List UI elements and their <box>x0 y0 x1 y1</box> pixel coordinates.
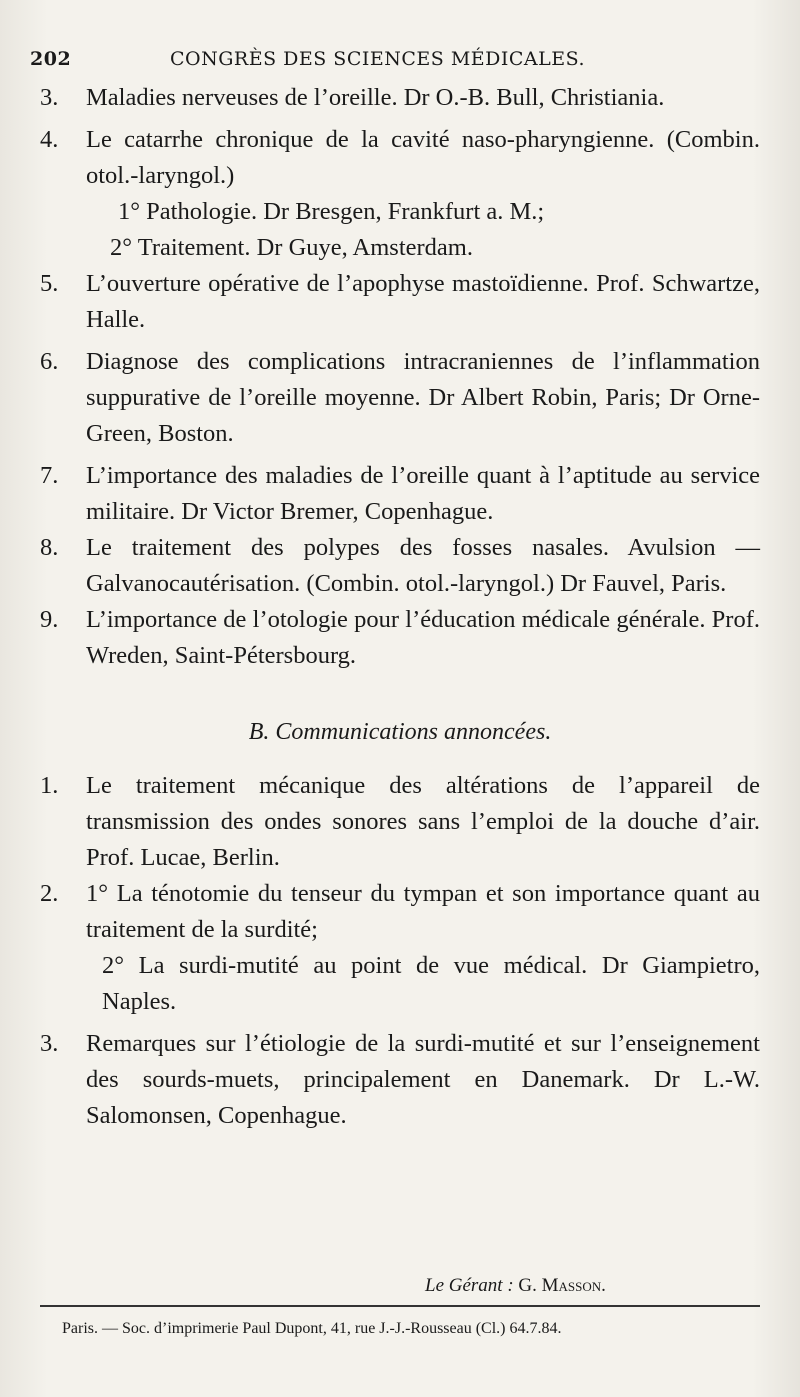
main-text <box>40 80 760 1134</box>
list-item: 7. L’importance des maladies de l’oreille quant à l’aptitude au service militaire. Dr Victor Bremer, Copenhague. <box>40 462 760 525</box>
list-item: 6. Diagnose des complications intracraniennes de l’inflammation suppurative de l’oreille moyenne. Dr Albert Robin, Paris; Dr Orne-Green, Boston. <box>40 348 760 447</box>
sub-item: 2° Traitement. Dr Guye, Amsterdam. <box>110 234 473 261</box>
list-item: 3. Remarques sur l’étiologie de la surdi-mutité et sur l’enseignement des sourds-muets, principalement en Danemark. Dr L.-W. Salomonsen, Copenhague. <box>40 1030 760 1129</box>
list-item: 3. Maladies nerveuses de l’oreille. Dr O.-B. Bull, Christiania. <box>40 84 665 111</box>
sub-item: 1° Pathologie. Dr Bresgen, Frankfurt a. M.; <box>118 198 545 225</box>
running-title: CONGRÈS DES SCIENCES MÉDICALES. <box>170 48 586 70</box>
gerant-label: Le Gérant : <box>425 1275 514 1296</box>
printer-imprint: Paris. — Soc. d’imprimerie Paul Dupont, 41, rue J.-J.-Rousseau (Cl.) 64.7.84. <box>62 1320 562 1337</box>
section-heading: B. Communications annoncées. <box>248 719 552 745</box>
list-item: 9. L’importance de l’otologie pour l’éducation médicale générale. Prof. Wreden, Saint-Pétersbourg. <box>40 606 760 669</box>
sub-item: 2° La surdi-mutité au point de vue médical. Dr Giampietro, Naples. <box>102 952 760 1015</box>
page-number: 202 <box>30 48 72 70</box>
list-item: 8. Le traitement des polypes des fosses nasales. Avulsion —Galvanocautérisation. (Combin. otol.-laryngol.) Dr Fauvel, Paris. <box>40 534 760 597</box>
gerant-name: G. Masson. <box>518 1275 606 1296</box>
footer-divider <box>40 1305 760 1307</box>
list-item: 1. Le traitement mécanique des altérations de l’appareil de transmission des ondes sonores sans l’emploi de la douche d’air. Prof. Lucae, Berlin. <box>40 772 760 871</box>
page-header <box>30 44 760 74</box>
list-item: 2. 1° La ténotomie du tenseur du tympan et son importance quant au traitement de la surdité; <box>40 880 760 943</box>
publisher-signature <box>425 1275 606 1297</box>
list-item: 4. Le catarrhe chronique de la cavité naso-pharyngienne. (Combin. otol.-laryngol.) <box>40 126 760 189</box>
list-item: 5. L’ouverture opérative de l’apophyse mastoïdienne. Prof. Schwartze, Halle. <box>40 270 760 333</box>
